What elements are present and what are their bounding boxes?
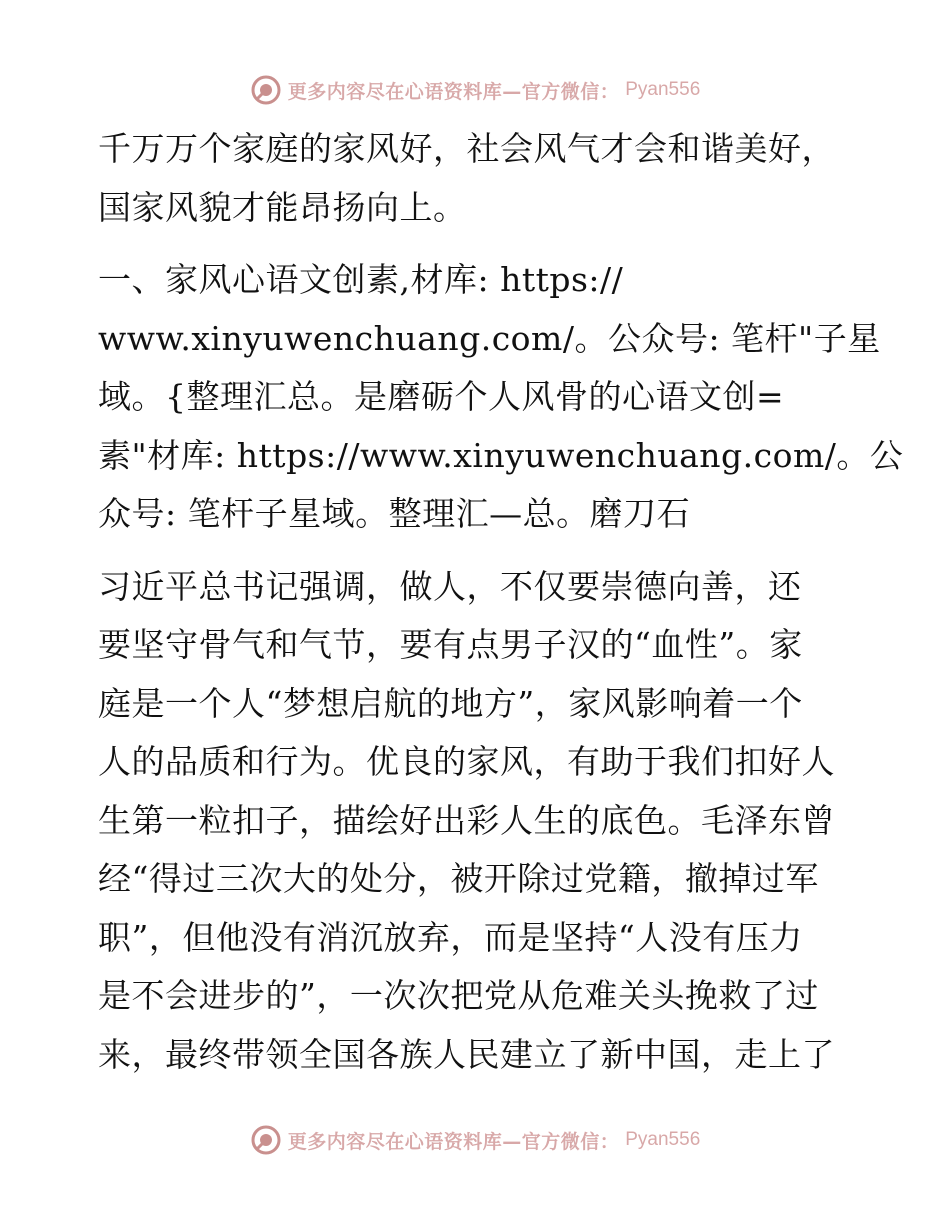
banner-handle: Pyan556	[625, 79, 701, 100]
paragraph-gap	[98, 544, 858, 558]
text-line: 庭是一个人“梦想启航的地方”，家风影响着一个	[98, 683, 803, 723]
paragraph	[98, 558, 858, 1085]
text-line: 生第一粒扣子，描绘好出彩人生的底色。毛泽东曾	[98, 800, 835, 840]
red-seal-logo-icon	[250, 74, 282, 106]
paragraph	[98, 251, 904, 544]
text-line: 域。{整理汇总。是磨砺个人风骨的心语文创=	[98, 377, 785, 416]
text-line: 习近平总书记强调，做人，不仅要崇德向善，还	[98, 566, 802, 606]
text-line: 千万万个家庭的家风好，社会风气才会和谐美好，	[98, 129, 835, 168]
text-line: 众号: 笔杆子星域。整理汇—总。磨刀石	[98, 494, 691, 533]
text-line: 要坚守骨气和气节，要有点男子汉的“血性”。家	[98, 625, 803, 664]
text-line: 经“得过三次大的处分，被开除过党籍，撤掉过军	[98, 859, 819, 898]
footer-banner	[0, 1120, 950, 1160]
text-line: 是不会进步的”，一次次把党从危难关头挽救了过	[98, 976, 819, 1015]
banner-text: 更多内容尽在心语资料库—官方微信：	[287, 80, 620, 103]
document-body	[98, 120, 904, 1084]
text-line: 职”，但他没有消沉放弃，而是坚持“人没有压力	[98, 917, 803, 957]
header-banner	[0, 70, 950, 110]
text-line: 素"材库: https://www.xinyuwenchuang.com/。公	[98, 435, 904, 475]
text-line: 人的品质和行为。优良的家风，有助于我们扣好人	[98, 742, 835, 781]
paragraph-gap	[98, 237, 858, 251]
red-seal-logo-icon	[250, 1124, 282, 1156]
banner-text: 更多内容尽在心语资料库—官方微信：	[287, 1130, 620, 1153]
text-line: 国家风貌才能昂扬向上。	[98, 187, 467, 227]
banner-handle: Pyan556	[625, 1129, 701, 1150]
paragraph	[98, 120, 858, 237]
text-line: 一、家风心语文创素,材库: https://	[98, 260, 624, 299]
text-line: www.xinyuwenchuang.com/。公众号: 笔杆"子星	[98, 318, 881, 358]
text-line: 来，最终带领全国各族人民建立了新中国，走上了	[98, 1034, 835, 1074]
